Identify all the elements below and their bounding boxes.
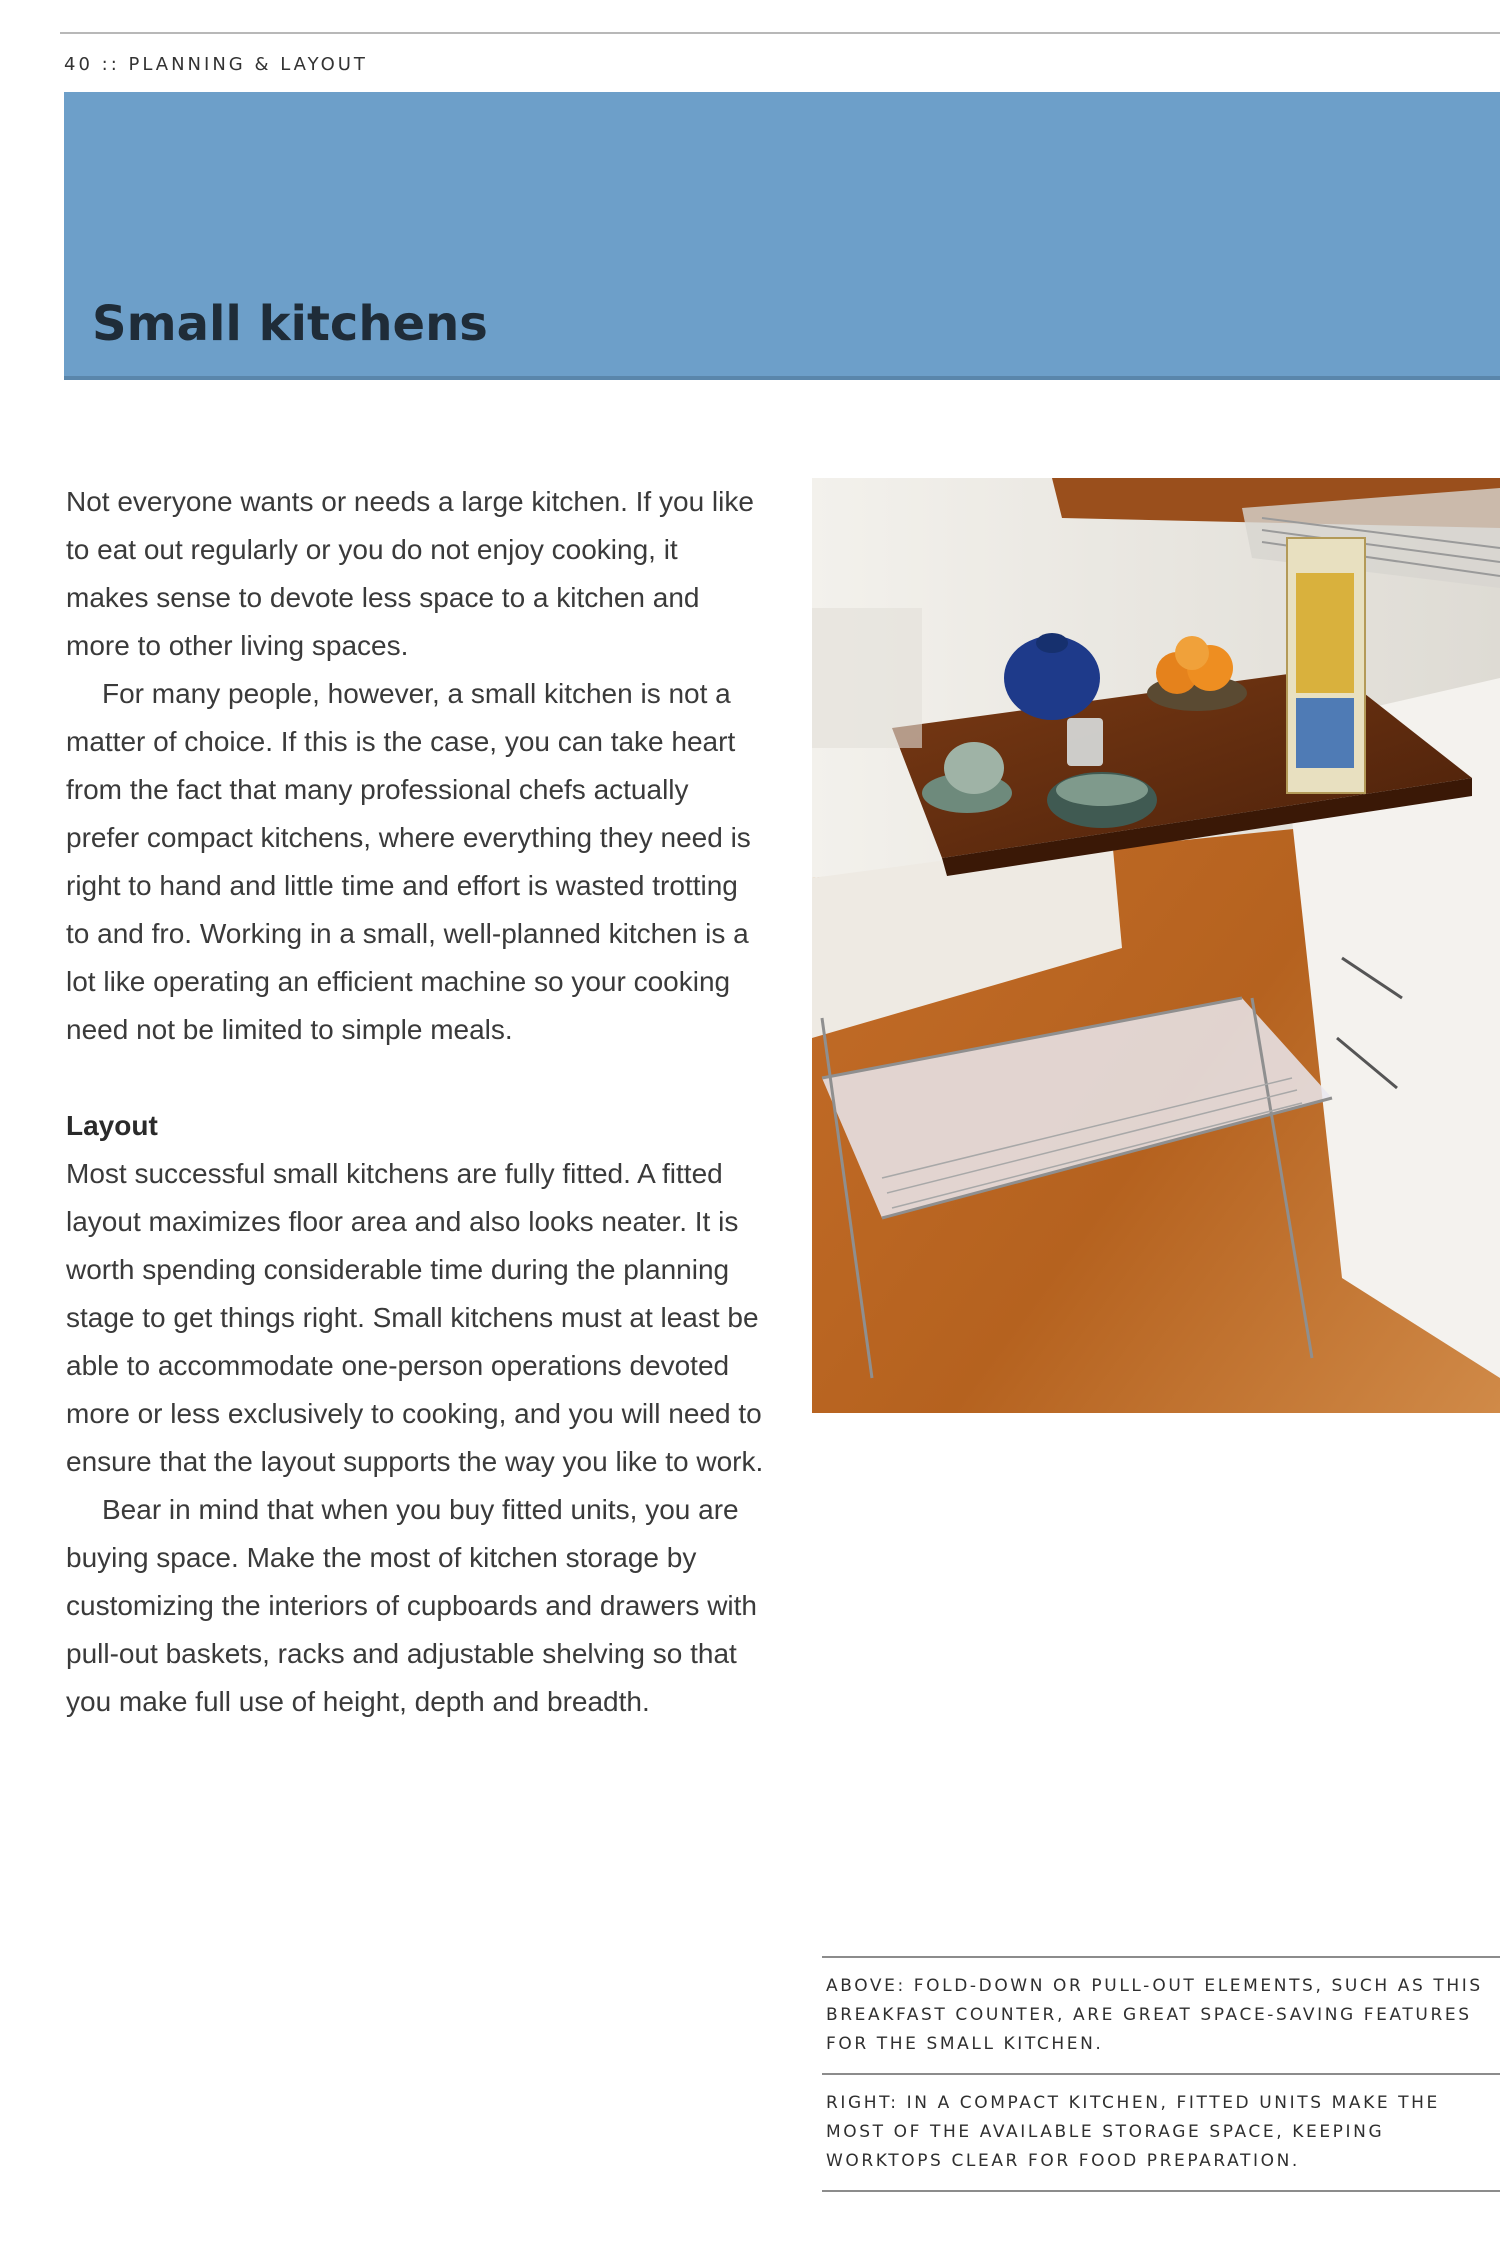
page-title: Small kitchens [92, 296, 488, 352]
section-subheading: Layout [66, 1110, 158, 1141]
caption-rule [822, 2190, 1500, 2192]
caption-above: ABOVE: FOLD-DOWN OR PULL-OUT ELEMENTS, SUCH AS THIS BREAKFAST COUNTER, ARE GREAT SPACE-SAVING FEATURES FOR THE SMALL KITCHEN. [826, 1976, 1483, 2054]
kitchen-photo [812, 478, 1500, 1413]
caption-right: RIGHT: IN A COMPACT KITCHEN, FITTED UNITS MAKE THE MOST OF THE AVAILABLE STORAGE SPACE, KEEPING WORKTOPS CLEAR FOR FOOD PREPARATION. [826, 2093, 1440, 2171]
caption-rule [822, 2073, 1500, 2075]
caption-block [822, 1956, 1500, 2192]
body-paragraph: Most successful small kitchens are fully fitted. A fitted layout maximizes floor area and also looks neater. It is worth spending considerable time during the planning stage to get things right. Small kitchens must at least be able to accommodate one-person operations devoted more or less exclusively to cooking, and you will need to ensure that the layout supports the way you like to work. [66, 1158, 764, 1477]
running-head: 40 :: PLANNING & LAYOUT [64, 54, 368, 75]
body-paragraph: For many people, however, a small kitchen is not a matter of choice. If this is the case, you can take heart from the fact that many professional chefs actually prefer compact kitchens, where everything they need is right to hand and little time and effort is wasted trotting to and fro. Working in a small, well-planned kitchen is a lot like operating an efficient machine so your cooking need not be limited to simple meals. [66, 678, 751, 1045]
body-paragraph: Bear in mind that when you buy fitted units, you are buying space. Make the most of kitchen storage by customizing the interiors of cupboards and drawers with pull-out baskets, racks and adjustable shelving so that you make full use of height, depth and breadth. [66, 1494, 758, 1717]
caption-rule [822, 1956, 1500, 1958]
body-paragraph: Not everyone wants or needs a large kitchen. If you like to eat out regularly or you do not enjoy cooking, it makes sense to devote less space to a kitchen and more to other living spaces. [66, 486, 754, 661]
title-banner [64, 92, 1500, 380]
top-rule [60, 32, 1500, 34]
body-text [66, 478, 766, 1726]
